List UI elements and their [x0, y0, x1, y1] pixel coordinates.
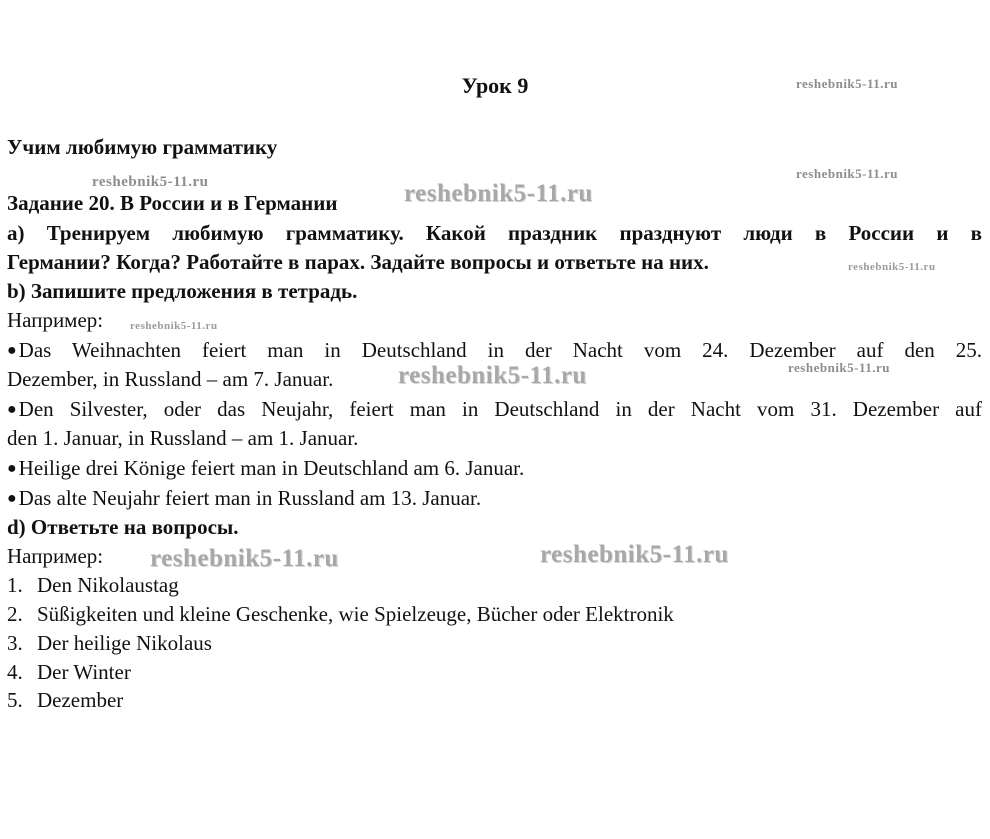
bullet-item — [7, 336, 982, 365]
answer-text: Der heilige Nikolaus — [37, 631, 212, 655]
bullet-item — [7, 395, 982, 424]
watermark: reshebnik5-11.ru — [92, 174, 209, 190]
answer-item — [7, 571, 179, 600]
answer-number: 2. — [7, 602, 23, 626]
answer-item — [7, 629, 212, 658]
watermark: reshebnik5-11.ru — [398, 362, 587, 389]
watermark: reshebnik5-11.ru — [150, 545, 339, 572]
watermark: reshebnik5-11.ru — [404, 180, 593, 207]
part-b-heading: b) Запишите предложения в тетрадь. — [7, 279, 358, 303]
bullet-icon: ● — [7, 490, 17, 507]
bullet-text: Den Silvester, oder das Neujahr, feiert man in Deutschland in der Nacht vom 31. Dezember auf — [18, 397, 982, 421]
bullet-continuation: Dezember, in Russland – am 7. Januar. — [7, 367, 334, 391]
bullet-item — [7, 454, 524, 483]
answer-item — [7, 686, 123, 715]
answer-number: 4. — [7, 660, 23, 684]
lesson-title: Урок 9 — [461, 73, 529, 98]
part-a-line-1: a) Тренируем любимую грамматику. Какой праздник празднуют люди в России и в — [7, 221, 982, 245]
watermark: reshebnik5-11.ru — [848, 261, 936, 273]
example-label: Например: — [7, 544, 104, 568]
bullet-text: Heilige drei Könige feiert man in Deutschland am 6. Januar. — [18, 456, 525, 480]
part-a-line-2: Германии? Когда? Работайте в парах. Задайте вопросы и ответьте на них. — [7, 250, 709, 274]
answer-text: Dezember — [37, 688, 124, 712]
bullet-item — [7, 484, 481, 513]
watermark: reshebnik5-11.ru — [540, 541, 729, 568]
bullet-icon: ● — [7, 342, 17, 359]
answer-text: Der Winter — [37, 660, 131, 684]
answer-text: Süßigkeiten und kleine Geschenke, wie Spielzeuge, Bücher oder Elektronik — [37, 602, 674, 626]
answer-number: 3. — [7, 631, 23, 655]
bullet-text: Das Weihnachten feiert man in Deutschland in der Nacht vom 24. Dezember auf den 25. — [18, 338, 982, 362]
answer-item — [7, 600, 674, 629]
part-d-heading: d) Ответьте на вопросы. — [7, 515, 239, 539]
bullet-icon: ● — [7, 401, 17, 418]
bullet-text: Das alte Neujahr feiert man in Russland am 13. Januar. — [18, 486, 482, 510]
example-label: Например: — [7, 308, 104, 332]
watermark: reshebnik5-11.ru — [796, 166, 899, 181]
bullet-icon: ● — [7, 460, 17, 477]
watermark: reshebnik5-11.ru — [788, 360, 891, 375]
watermark: reshebnik5-11.ru — [130, 320, 218, 332]
task-heading: Задание 20. В России и в Германии — [7, 191, 338, 215]
answer-number: 5. — [7, 688, 23, 712]
watermark: reshebnik5-11.ru — [796, 76, 899, 91]
answer-item — [7, 658, 131, 687]
answer-text: Den Nikolaustag — [37, 573, 179, 597]
bullet-continuation: den 1. Januar, in Russland – am 1. Januar. — [7, 426, 359, 450]
answer-number: 1. — [7, 573, 23, 597]
section-heading: Учим любимую грамматику — [7, 135, 278, 159]
